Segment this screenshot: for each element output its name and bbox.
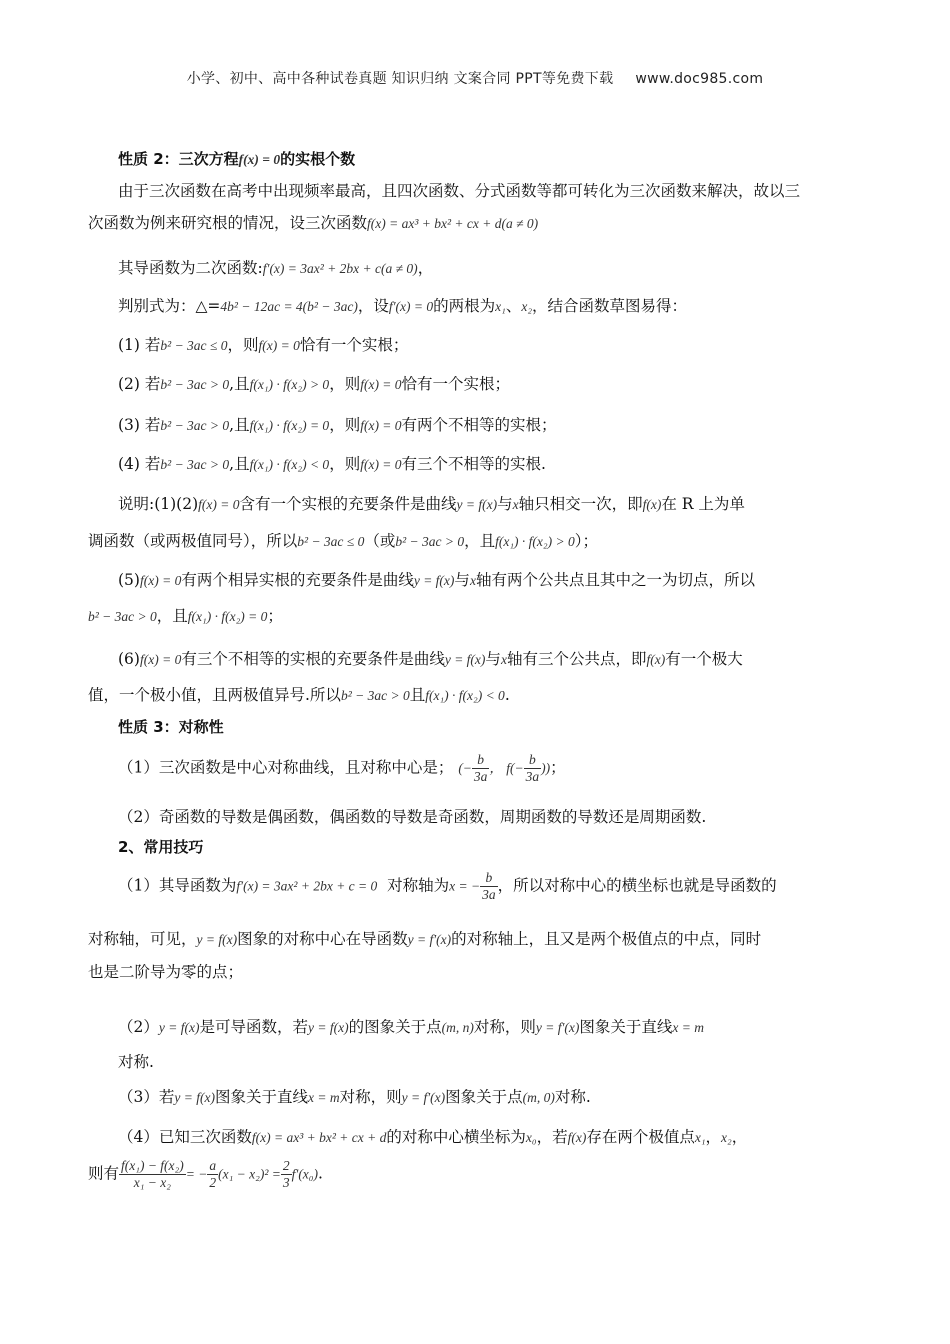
list-item: （2）奇函数的导数是偶函数，偶函数的导数是奇函数，周期函数的导数还是周期函数. [118,808,707,826]
fraction: $\frac{a}{2}$ [209,1158,217,1191]
list-item: （1）三次函数是中心对称曲线，且对称中心是； (− $\frac{b}{3a}$ ， f(− $\frac{b}{3a}$ ))； [118,752,566,785]
list-item: （3）若y = f(x)图象关于直线x = m对称，则y = f′(x)图象关于点(m, 0)对称. [118,1088,591,1106]
fraction: $\frac{b}{3a}$ [473,752,488,785]
section-title-property-3: 性质 3：对称性 [118,718,224,736]
note: b² − 3ac > 0，且f(x₁) · f(x₂) = 0； [88,607,283,625]
paragraph: 对称轴，可见，y = f(x)图象的对称中心在导函数y = f′(x)的对称轴上，且又是两个极值点的中点，同时 [88,930,762,948]
paragraph: 由于三次函数在高考中出现频率最高，且四次函数、分式函数等都可转化为三次函数来解决，故以三 [118,182,801,200]
formula-line: 则有 $\frac{\text{f(x₁) − f(x₂)}}{\text{x₁ − x₂}}$ = − $\frac{a}{2}$ (x₁ − x₂)² = $\frac{2}{3}$ f′(x₀). [88,1158,323,1191]
case-item: (3) 若b² − 3ac > 0,且f(x₁) · f(x₂) = 0，则f(x) = 0有两个不相等的实根； [118,416,557,434]
paragraph: 次函数为例来研究根的情况，设三次函数f(x) = ax³ + bx² + cx + d(a ≠ 0) [88,214,539,232]
fraction: $\frac{2}{3}$ [282,1158,290,1191]
header-text: 小学、初中、高中各种试卷真题 知识归纳 文案合同 PPT等免费下载 [186,71,614,87]
fraction: $\frac{b}{3a}$ [525,752,540,785]
note: 说明:(1)(2)f(x) = 0含有一个实根的充要条件是曲线y = f(x)与x轴只相交一次，即f(x)在 R 上为单 [118,495,745,513]
list-item: （4）已知三次函数f(x) = ax³ + bx² + cx + d的对称中心横坐标为x₀，若f(x)存在两个极值点x₁，x₂， [118,1128,748,1146]
section-title-property-2: 性质 2：三次方程f(x) = 0的实根个数 [118,150,356,168]
fraction: $\frac{\text{f(x₁) − f(x₂)}}{\text{x₁ − x₂}}$ [121,1158,184,1191]
note: (5)f(x) = 0有两个相异实根的充要条件是曲线y = f(x)与x轴有两个公共点且其中之一为切点，所以 [118,571,755,589]
list-item: （2）y = f(x)是可导函数，若y = f(x)的图象关于点(m, n)对称，则y = f′(x)图象关于直线x = m [118,1018,705,1036]
header-site[interactable]: www.doc985.com [635,71,764,87]
fraction: $\frac{b}{3a}$ [482,870,496,903]
page-header [0,68,950,88]
list-item: （1）其导函数为f′(x) = 3ax² + 2bx + c = 0 对称轴为x = − $\frac{b}{3a}$ ，所以对称中心的横坐标也就是导函数的 [118,870,777,903]
note: 值，一个极小值，且两极值异号.所以b² − 3ac > 0且f(x₁) · f(x₂) < 0. [88,686,510,704]
paragraph: 也是二阶导为零的点； [88,963,244,981]
case-item: (4) 若b² − 3ac > 0,且f(x₁) · f(x₂) < 0，则f(x) = 0有三个不相等的实根. [118,455,546,473]
section-title-techniques: 2、常用技巧 [118,838,204,856]
paragraph: 对称. [118,1053,154,1071]
paragraph: 其导函数为二次函数:f′(x) = 3ax² + 2bx + c(a ≠ 0)， [118,259,434,277]
case-item: (1) 若b² − 3ac ≤ 0，则f(x) = 0恰有一个实根； [118,336,409,354]
note: (6)f(x) = 0有三个不相等的实根的充要条件是曲线y = f(x)与x轴有三个公共点，即f(x)有一个极大 [118,650,743,668]
note: 调函数（或两极值同号），所以b² − 3ac ≤ 0（或b² − 3ac > 0，且f(x₁) · f(x₂) > 0）； [88,532,598,550]
paragraph: 判别式为：△=4b² − 12ac = 4(b² − 3ac)，设f′(x) = 0的两根为x₁、x₂，结合函数草图易得： [118,297,688,315]
case-item: (2) 若b² − 3ac > 0,且f(x₁) · f(x₂) > 0，则f(x) = 0恰有一个实根； [118,375,511,393]
